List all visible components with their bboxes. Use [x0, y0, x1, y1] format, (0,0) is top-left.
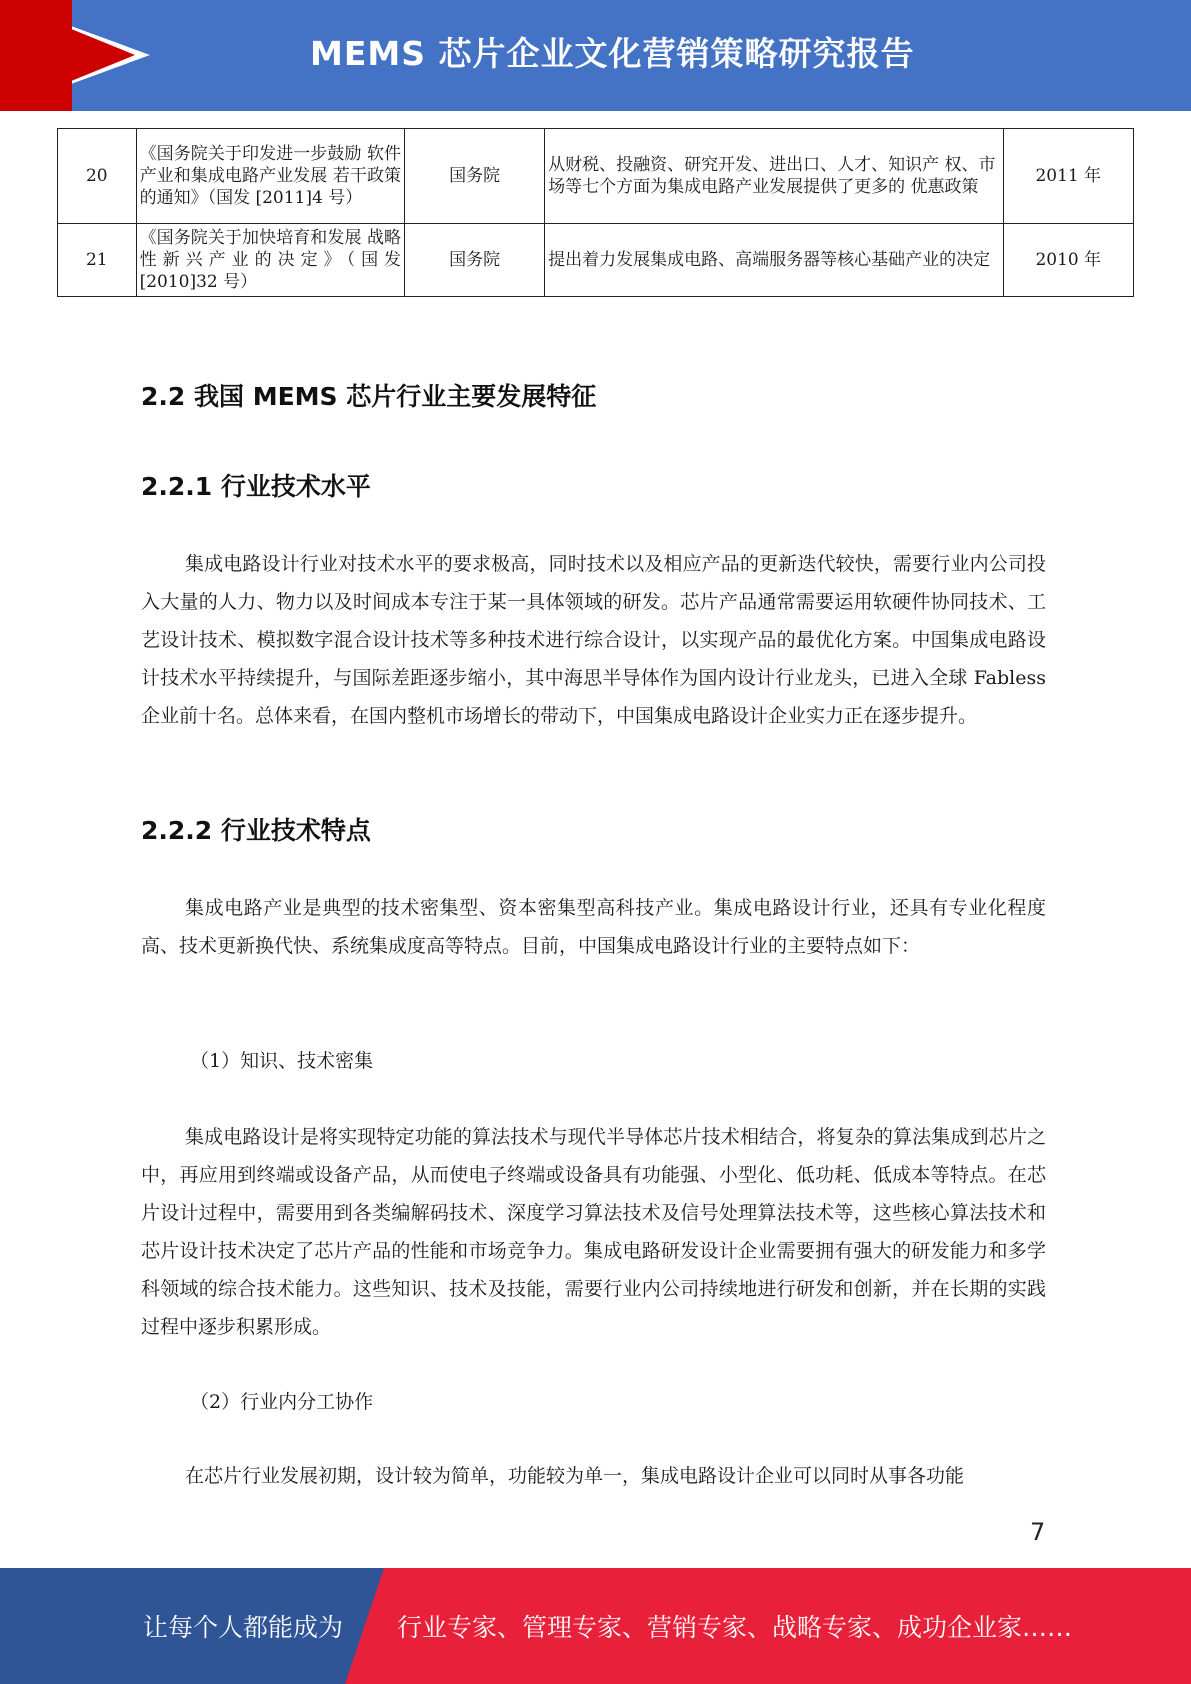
paragraph-knowledge-intensive: 集成电路设计是将实现特定功能的算法技术与现代半导体芯片技术相结合，将复杂的算法集成到芯片之中，再应用到终端或设备产品，从而使电子终端或设备具有功能强、小型化、低功耗、低成本等特点。在芯片设计过程中，需要用到各类编解码技术、深度学习算法技术及信号处理算法技术等，这些核心算法技术和芯片设计技术决定了芯片产品的性能和市场竞争力。集成电路研发设计企业需要拥有强大的研发能力和多学科领域的综合技术能力。这些知识、技术及技能，需要行业内公司持续地进行研发和创新，并在长期的实践过程中逐步积累形成。: [141, 1126, 1046, 1338]
header-red-block: [0, 0, 72, 111]
footer-slogan-left: 让每个人都能成为: [143, 1613, 344, 1642]
policy-name: 《国务院关于印发进一步鼓励 软件产业和集成电路产业发展 若干政策的通知》（国发 [2011]4 号）: [136, 129, 404, 224]
policy-description: 提出着力发展集成电路、高端服务器等核心基础产业的决定: [545, 224, 1004, 297]
table-row: [58, 224, 1134, 297]
issuing-body: 国务院: [405, 224, 545, 297]
page-number: 7: [1030, 1518, 1046, 1546]
section-heading-2-2: 2.2 我国 MEMS 芯片行业主要发展特征: [141, 382, 597, 411]
issuing-body: 国务院: [405, 129, 545, 224]
report-title: MEMS 芯片企业文化营销策略研究报告: [310, 34, 915, 73]
row-number: 20: [58, 129, 137, 224]
policy-year: 2011 年: [1003, 129, 1133, 224]
paragraph-tech-level: 集成电路设计行业对技术水平的要求极高，同时技术以及相应产品的更新迭代较快，需要行业内公司投入大量的人力、物力以及时间成本专注于某一具体领域的研发。芯片产品通常需要运用软硬件协同技术、工艺设计技术、模拟数字混合设计技术等多种技术进行综合设计，以实现产品的最优化方案。中国集成电路设计技术水平持续提升，与国际差距逐步缩小，其中海思半导体作为国内设计行业龙头，已进入全球 Fabless 企业前十名。总体来看，在国内整机市场增长的带动下，中国集成电路设计企业实力正在逐步提升。: [141, 553, 1046, 727]
header-banner: [0, 0, 1191, 111]
subheading-knowledge-intensive: （1）知识、技术密集: [190, 1050, 374, 1072]
policy-table: [57, 128, 1134, 297]
row-number: 21: [58, 224, 137, 297]
footer-banner: [0, 1568, 1191, 1684]
section-heading-2-2-1: 2.2.1 行业技术水平: [141, 472, 371, 501]
policy-year: 2010 年: [1003, 224, 1133, 297]
paragraph-division-of-labor: 在芯片行业发展初期，设计较为简单，功能较为单一，集成电路设计企业可以同时从事各功能: [185, 1465, 965, 1487]
footer-slogan-right: 行业专家、管理专家、营销专家、战略专家、成功企业家……: [397, 1613, 1073, 1642]
subheading-division-of-labor: （2）行业内分工协作: [190, 1391, 374, 1413]
section-heading-2-2-2: 2.2.2 行业技术特点: [141, 816, 371, 845]
policy-name: 《国务院关于加快培育和发展 战略性新兴产业的决定》（国发[2010]32 号）: [136, 224, 404, 297]
policy-description: 从财税、投融资、研究开发、进出口、人才、知识产 权、市场等七个方面为集成电路产业发展提供了更多的 优惠政策: [545, 129, 1004, 224]
table-row: [58, 129, 1134, 224]
paragraph-tech-features-intro: 集成电路产业是典型的技术密集型、资本密集型高科技产业。集成电路设计行业，还具有专业化程度高、技术更新换代快、系统集成度高等特点。目前，中国集成电路设计行业的主要特点如下：: [141, 897, 1046, 957]
